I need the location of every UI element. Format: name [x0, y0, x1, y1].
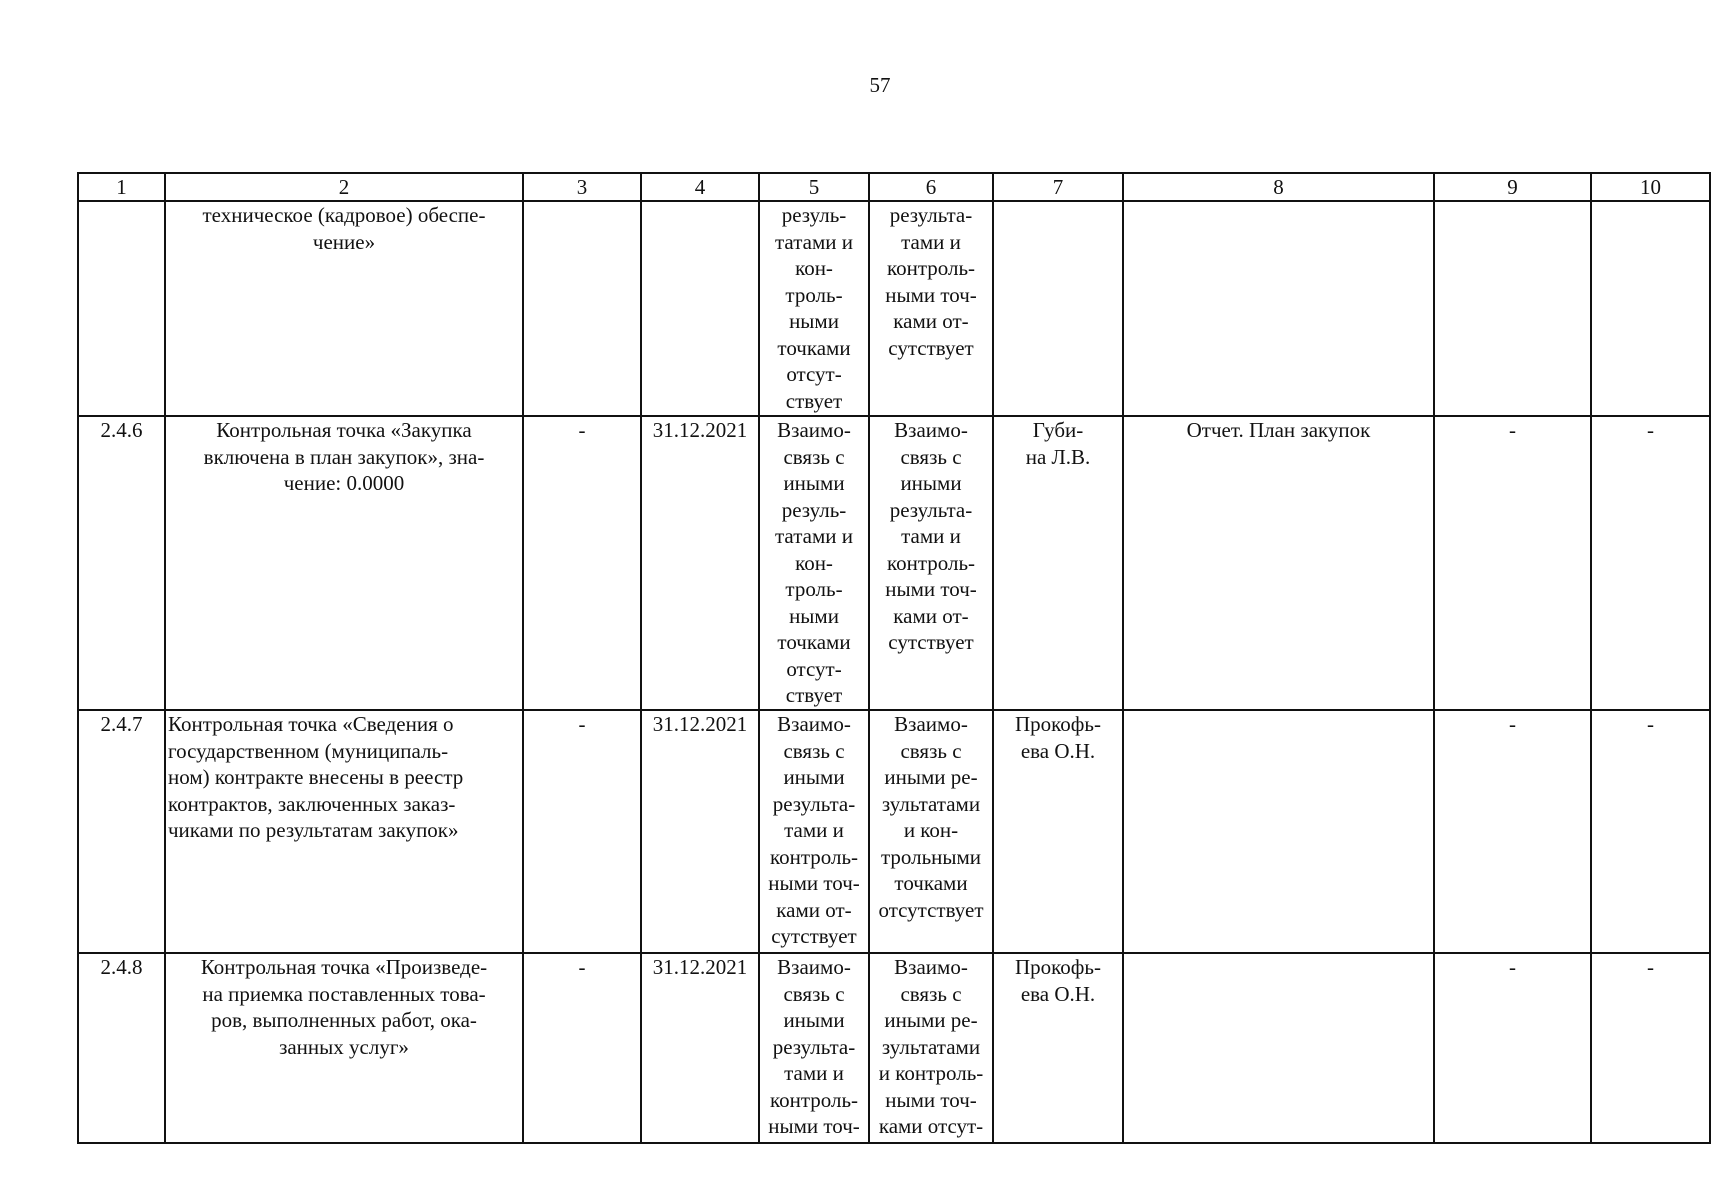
- cell-col6: Взаимо- связь с иными результа- тами и контроль- ными точ- ками от- сутствует: [869, 416, 993, 710]
- cell-document: [1123, 953, 1434, 1143]
- header-cell: 3: [523, 173, 641, 201]
- header-cell: 5: [759, 173, 869, 201]
- cell-col10: [1591, 201, 1710, 416]
- cell-responsible: Прокофь- ева О.Н.: [993, 953, 1123, 1143]
- cell-col5: Взаимо- связь с иными результа- тами и контроль- ными точ- ками от- сутствует: [759, 710, 869, 953]
- table-header-row: [78, 173, 1710, 201]
- cell-responsible: Губи- на Л.В.: [993, 416, 1123, 710]
- cell-name: Контрольная точка «Сведения о государственном (муниципаль- ном) контракте внесены в реестр контрактов, заключенных заказ- чиками по результатам закупок»: [165, 710, 523, 953]
- cell-col5: резуль- татами и кон- троль- ными точками отсут- ствует: [759, 201, 869, 416]
- cell-responsible: [993, 201, 1123, 416]
- header-cell: 2: [165, 173, 523, 201]
- cell-responsible: Прокофь- ева О.Н.: [993, 710, 1123, 953]
- cell-date: 31.12.2021: [641, 710, 759, 953]
- cell-document: [1123, 710, 1434, 953]
- cell-col9: -: [1434, 710, 1591, 953]
- cell-col10: -: [1591, 710, 1710, 953]
- table-row: [78, 953, 1710, 1143]
- header-cell: 4: [641, 173, 759, 201]
- cell-date: 31.12.2021: [641, 953, 759, 1143]
- header-cell: 10: [1591, 173, 1710, 201]
- cell-name: техническое (кадровое) обеспе- чение»: [165, 201, 523, 416]
- cell-col9: -: [1434, 953, 1591, 1143]
- cell-col3: -: [523, 416, 641, 710]
- table-row: [78, 416, 1710, 710]
- header-cell: 8: [1123, 173, 1434, 201]
- table-row: [78, 710, 1710, 953]
- cell-col10: -: [1591, 416, 1710, 710]
- cell-num: 2.4.7: [78, 710, 165, 953]
- continuation-row: [78, 201, 1710, 416]
- cell-col6: Взаимо- связь с иными ре- зультатами и контроль- ными точ- ками отсут-: [869, 953, 993, 1143]
- cell-col6: Взаимо- связь с иными ре- зультатами и кон- трольными точками отсутствует: [869, 710, 993, 953]
- header-cell: 6: [869, 173, 993, 201]
- cell-document: [1123, 201, 1434, 416]
- cell-col5: Взаимо- связь с иными резуль- татами и кон- троль- ными точками отсут- ствует: [759, 416, 869, 710]
- cell-col3: -: [523, 953, 641, 1143]
- cell-document: Отчет. План закупок: [1123, 416, 1434, 710]
- cell-name: Контрольная точка «Произведе- на приемка поставленных това- ров, выполненных работ, ока- занных услуг»: [165, 953, 523, 1143]
- cell-name: Контрольная точка «Закупка включена в план закупок», зна- чение: 0.0000: [165, 416, 523, 710]
- cell-num: [78, 201, 165, 416]
- cell-col3: [523, 201, 641, 416]
- cell-col5: Взаимо- связь с иными результа- тами и контроль- ными точ-: [759, 953, 869, 1143]
- cell-col9: -: [1434, 416, 1591, 710]
- cell-num: 2.4.8: [78, 953, 165, 1143]
- cell-col10: -: [1591, 953, 1710, 1143]
- page-number: 57: [869, 73, 891, 97]
- cell-date: 31.12.2021: [641, 416, 759, 710]
- cell-col6: результа- тами и контроль- ными точ- ками от- сутствует: [869, 201, 993, 416]
- control-points-table: [77, 172, 1711, 1144]
- header-cell: 9: [1434, 173, 1591, 201]
- cell-num: 2.4.6: [78, 416, 165, 710]
- cell-date: [641, 201, 759, 416]
- cell-col9: [1434, 201, 1591, 416]
- cell-col3: -: [523, 710, 641, 953]
- header-cell: 7: [993, 173, 1123, 201]
- header-cell: 1: [78, 173, 165, 201]
